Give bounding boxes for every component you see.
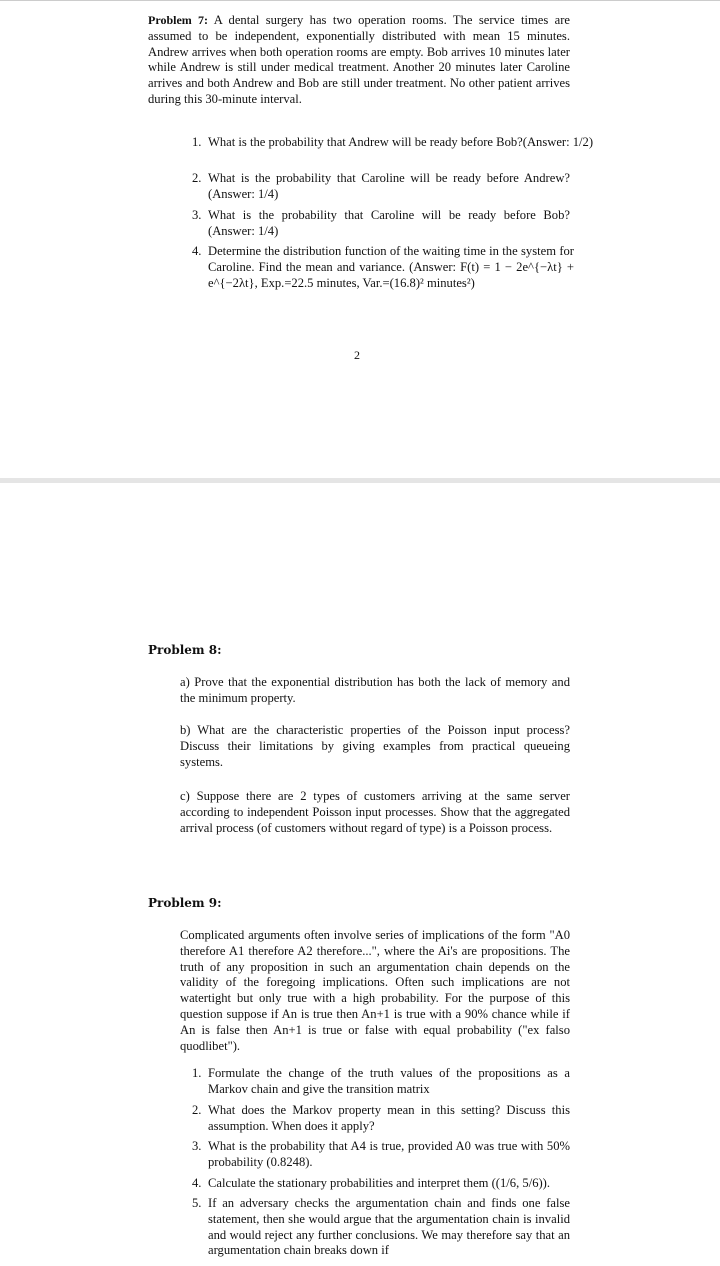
item-text: What is the probability that A4 is true, provided A0 was true with 50% probability (0.8248). — [208, 1139, 570, 1169]
problem-7-intro-text: A dental surgery has two operation rooms. The service times are assumed to be independent, exponentially distributed with mean 15 minutes. Andrew arrives when both operation rooms are empty. Bob arrives 10 minutes later while Andrew is still under medical treatment. Another 20 minutes later Caroline arrives and both Andrew and Bob are still under treatment. No other patient arrives during this 30-minute interval. — [148, 13, 570, 106]
page-number: 2 — [354, 348, 360, 362]
item-number: 1. — [192, 135, 202, 149]
problem-9-item-4 — [192, 1176, 593, 1192]
item-text: What is the probability that Caroline will be ready before Bob? (Answer: 1/4) — [208, 208, 570, 238]
item-number: 5. — [192, 1196, 202, 1210]
item-text: Formulate the change of the truth values of the propositions as a Markov chain and give the transition matrix — [208, 1066, 570, 1096]
item-number: 3. — [192, 208, 202, 222]
problem-9-intro: Complicated arguments often involve series of implications of the form "A0 therefore A1 therefore A2 therefore...", where the Ai's are propositions. The truth of any proposition in such an argumentation chain depends on the validity of the foregoing implications. Often such implications are not watertight but only true with a high probability. For the purpose of this question suppose if An is true then An+1 is true with a 90% chance while if An is false then An+1 is true or false with equal probability ("ex falso quodlibet"). — [180, 928, 570, 1053]
item-text: If an adversary checks the argumentation chain and finds one false statement, then she would argue that the argumentation chain is invalid and would reject any further conclusions. We may therefore say that an argumentation chain breaks down if — [208, 1196, 570, 1258]
problem-8-part-b: b) What are the characteristic properties of the Poisson input process? Discuss their limitations by giving examples from practical queueing systems. — [180, 723, 570, 769]
document-page-1 — [0, 0, 720, 479]
item-text: What does the Markov property mean in this setting? Discuss this assumption. When does it apply? — [208, 1103, 570, 1133]
problem-7-item-4 — [192, 244, 574, 291]
problem-9-item-1 — [192, 1066, 570, 1098]
item-text: What is the probability that Andrew will be ready before Bob?(Answer: 1/2) — [208, 135, 594, 149]
problem-9-item-3 — [192, 1139, 570, 1171]
item-text: What is the probability that Caroline will be ready before Andrew?(Answer: 1/4) — [208, 171, 570, 201]
problem-9-item-5 — [192, 1196, 570, 1259]
item-number: 4. — [192, 1176, 202, 1190]
problem-7-item-3 — [192, 208, 570, 240]
document-page-2 — [0, 483, 720, 1266]
problem-8-part-a: a) Prove that the exponential distribution has both the lack of memory and the minimum property. — [180, 675, 570, 705]
item-number: 3. — [192, 1139, 202, 1153]
item-number: 4. — [192, 244, 202, 258]
problem-9-item-2 — [192, 1103, 570, 1135]
problem-7-intro — [148, 13, 570, 108]
problem-7-item-2 — [192, 171, 570, 203]
problem-8-heading: Problem 8: — [148, 643, 222, 657]
item-number: 2. — [192, 1103, 202, 1117]
problem-8-part-c: c) Suppose there are 2 types of customers arriving at the same server according to independent Poisson input processes. Show that the aggregated arrival process (of customers without regard of type) is a Poisson process. — [180, 789, 570, 835]
problem-7-item-1 — [192, 135, 602, 151]
problem-7-heading: Problem 7: — [148, 13, 209, 27]
item-text: Calculate the stationary probabilities and interpret them ((1/6, 5/6)). — [208, 1176, 551, 1190]
item-number: 2. — [192, 171, 202, 185]
item-number: 1. — [192, 1066, 202, 1080]
item-text: Determine the distribution function of the waiting time in the system for Caroline. Find the mean and variance. (Answer: F(t) = 1 − 2e^{−λt} + e^{−2λt}, Exp.=22.5 minutes, Var.=(16.8)² minutes²) — [208, 244, 574, 290]
problem-9-heading: Problem 9: — [148, 896, 222, 910]
